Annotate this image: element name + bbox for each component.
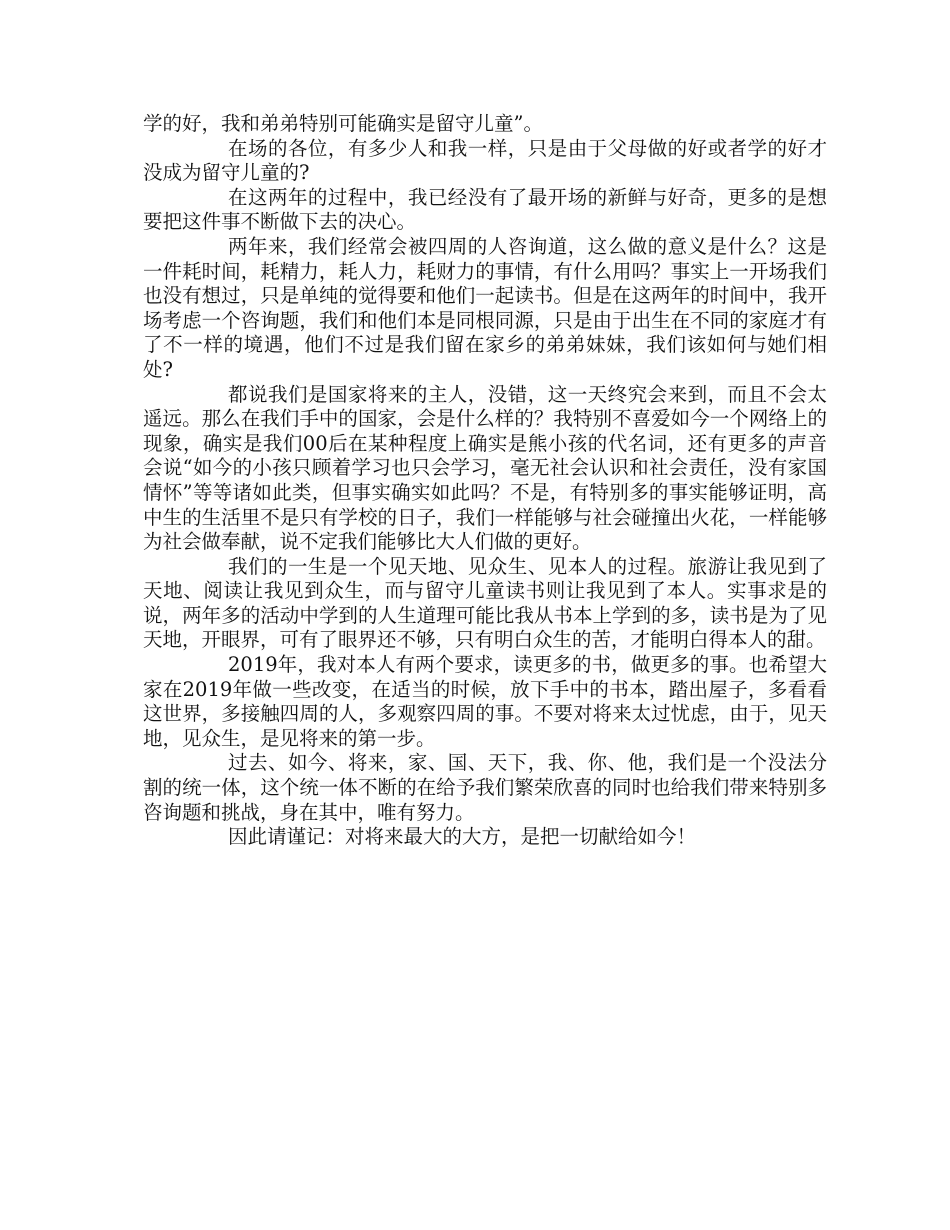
paragraph-7: 2019年，我对本人有两个要求，读更多的书，做更多的事。也希望大家在2019年做一些改变，在适当的时候，放下手中的书本，踏出屋子，多看看这世界，多接触四周的人，多观察四周的事。不要对将来太过忧虑，由于，见天地，见众生，是见将来的第一步。 [143, 653, 827, 750]
paragraph-2: 在场的各位，有多少人和我一样，只是由于父母做的好或者学的好才没成为留守儿童的? [143, 136, 827, 185]
paragraph-1: 学的好，我和弟弟特别可能确实是留守儿童”。 [143, 112, 543, 135]
paragraph-3: 在这两年的过程中，我已经没有了最开场的新鲜与好奇，更多的是想要把这件事不断做下去的决心。 [143, 185, 827, 234]
paragraph-5: 都说我们是国家将来的主人，没错，这一天终究会来到，而且不会太遥远。那么在我们手中的国家，会是什么样的？我特别不喜爱如今一个网络上的现象，确实是我们00后在某种程度上确实是熊小孩的代名词，还有更多的声音会说“如今的小孩只顾着学习也只会学习，毫无社会认识和社会责任，没有家国情怀”等等诸如此类，但事实确实如此吗？不是，有特别多的事实能够证明，高中生的生活里不是只有学校的日子，我们一样能够与社会碰撞出火花，一样能够为社会做奉献，说不定我们能够比大人们做的更好。 [143, 382, 827, 554]
paragraph-6: 我们的一生是一个见天地、见众生、见本人的过程。旅游让我见到了天地、阅读让我见到众生，而与留守儿童读书则让我见到了本人。实事求是的说，两年多的活动中学到的人生道理可能比我从书本上学到的多，读书是为了见天地，开眼界，可有了眼界还不够，只有明白众生的苦，才能明白得本人的甜。 [143, 554, 827, 652]
paragraph-9: 因此请谨记：对将来最大的大方，是把一切献给如今！ [228, 825, 697, 849]
paragraph-8: 过去、如今、将来，家、国、天下，我、你、他，我们是一个没法分割的统一体，这个统一体不断的在给予我们繁荣欣喜的同时也给我们带来特别多咨询题和挑战，身在其中，唯有努力。 [143, 751, 827, 824]
paragraph-4: 两年来，我们经常会被四周的人咨询道，这么做的意义是什么？这是一件耗时间，耗精力，耗人力，耗财力的事情，有什么用吗？事实上一开场我们也没有想过，只是单纯的觉得要和他们一起读书。但是在这两年的时间中，我开场考虑一个咨询题，我们和他们本是同根同源，只是由于出生在不同的家庭才有了不一样的境遇，他们不过是我们留在家乡的弟弟妹妹，我们该如何与她们相处? [143, 234, 827, 381]
document-body [143, 112, 827, 850]
